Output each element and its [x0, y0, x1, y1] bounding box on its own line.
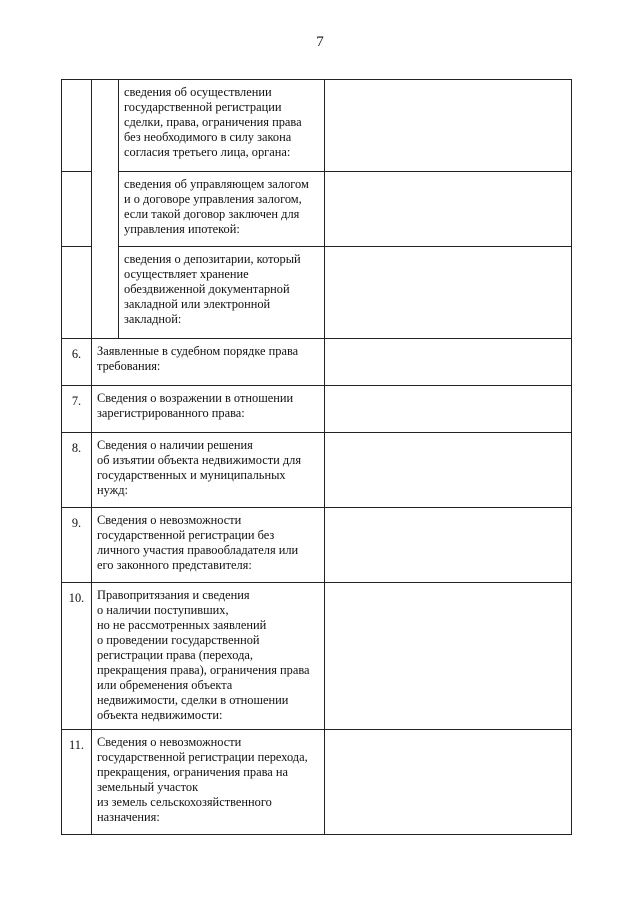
field-label-text: Заявленные в судебном порядке права требования: — [97, 344, 299, 373]
row-number: 8. — [62, 433, 92, 508]
row-number: 10. — [62, 583, 92, 730]
field-label-text: Сведения о невозможности государственной регистрации перехода, прекращения, ограничения права на земельный участок из земель сельскохозяйственного назначения: — [97, 735, 308, 824]
sub-field-label-text: сведения о депозитарии, который осуществляет хранение обездвиженной документарной закладной или электронной закладной: — [124, 252, 301, 326]
field-value — [325, 583, 572, 730]
row-number: 11. — [62, 730, 92, 835]
table-row — [62, 172, 572, 247]
sub-field-label — [119, 80, 325, 172]
field-label-text: Сведения о наличии решения об изъятии объекта недвижимости для государственных и муниципальных нужд: — [97, 438, 302, 497]
sub-field-label — [119, 172, 325, 247]
table-row — [62, 508, 572, 583]
row-number: 7. — [62, 386, 92, 433]
field-value — [325, 247, 572, 339]
table-row — [62, 80, 572, 172]
field-label — [92, 339, 325, 386]
field-label-text: Сведения о возражении в отношении зарегистрированного права: — [97, 391, 294, 420]
number-cell — [62, 172, 92, 247]
field-value — [325, 386, 572, 433]
table-row — [62, 247, 572, 339]
table-row — [62, 433, 572, 508]
field-label — [92, 508, 325, 583]
field-value — [325, 433, 572, 508]
field-value — [325, 172, 572, 247]
field-label — [92, 583, 325, 730]
field-value — [325, 339, 572, 386]
table-row — [62, 386, 572, 433]
extract-table — [61, 79, 572, 835]
number-cell — [62, 247, 92, 339]
field-label-text: Правопритязания и сведения о наличии поступивших, но не рассмотренных заявлений о проведении государственной регистрации права (перехода, прекращения права), ограничения права или обременения объекта недвижимости, сделки в отношении объекта недвижимости: — [97, 588, 310, 722]
field-label — [92, 730, 325, 835]
field-label — [92, 433, 325, 508]
row-number: 6. — [62, 339, 92, 386]
field-label — [92, 386, 325, 433]
field-value — [325, 80, 572, 172]
table-row — [62, 339, 572, 386]
field-value — [325, 730, 572, 835]
page-number: 7 — [316, 34, 324, 50]
indent-cell — [92, 80, 119, 339]
sub-field-label-text: сведения об управляющем залогом и о договоре управления залогом, если такой договор заключен для управления ипотекой: — [124, 177, 309, 236]
field-label-text: Сведения о невозможности государственной регистрации без личного участия правообладателя или его законного представителя: — [97, 513, 299, 572]
sub-field-label — [119, 247, 325, 339]
number-cell — [62, 80, 92, 172]
table-row — [62, 583, 572, 730]
row-number: 9. — [62, 508, 92, 583]
sub-field-label-text: сведения об осуществлении государственной регистрации сделки, права, ограничения права без необходимого в силу закона согласия третьего лица, органа: — [124, 85, 302, 159]
field-value — [325, 508, 572, 583]
table-row — [62, 730, 572, 835]
